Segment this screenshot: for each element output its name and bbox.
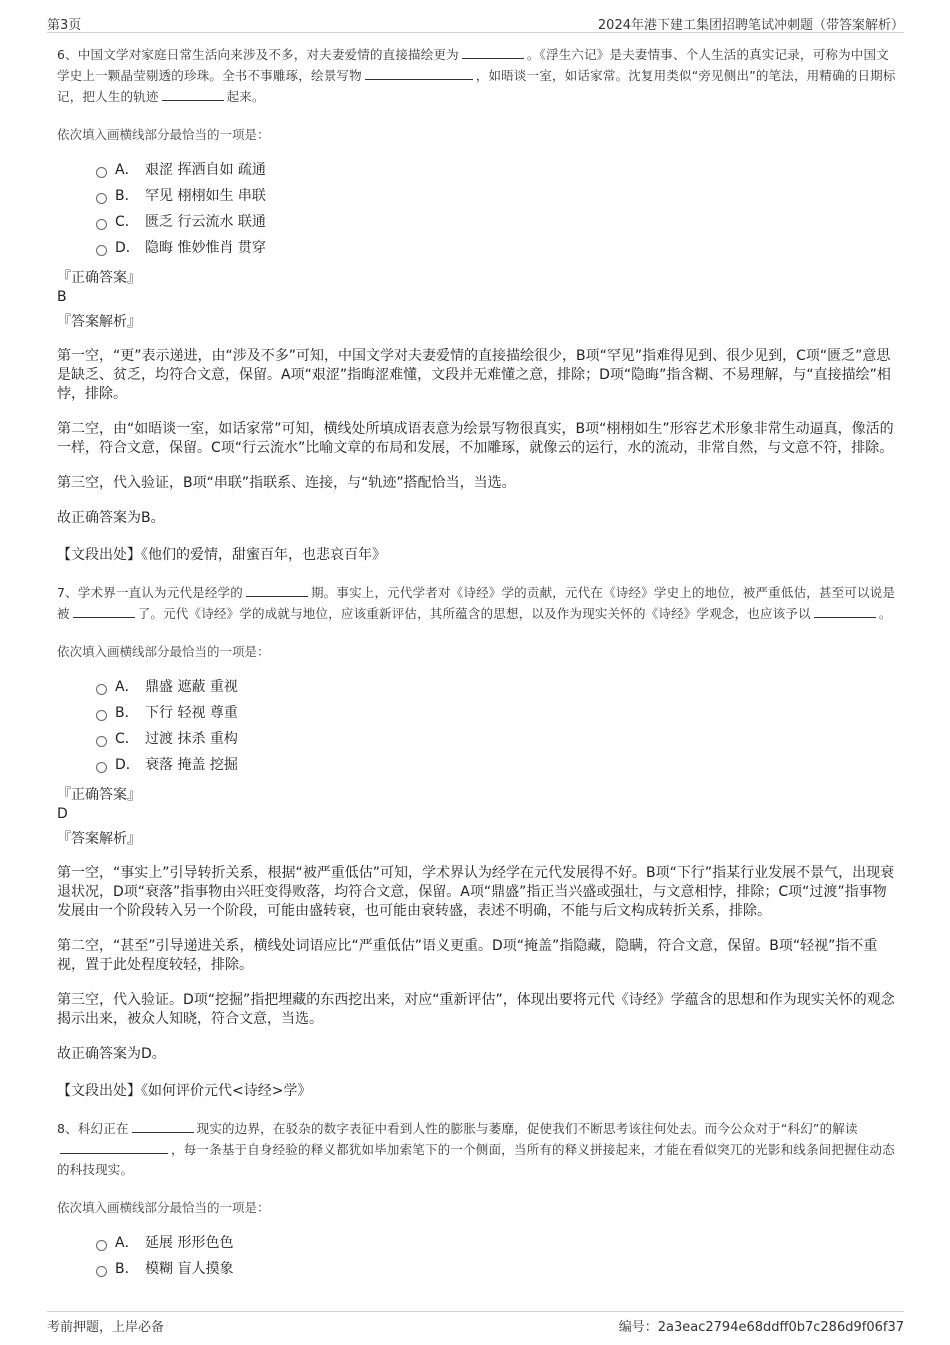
page-header — [47, 10, 904, 33]
question-7-text — [57, 582, 900, 624]
question-text-part: 。 — [878, 606, 892, 621]
document-title: 2024年港下建工集团招聘笔试冲刺题（带答案解析） — [597, 18, 904, 33]
option-letter: D． — [115, 240, 140, 256]
question-8-text — [57, 1118, 900, 1180]
footer-slogan: 考前押题，上岸必备 — [47, 1320, 165, 1335]
correct-answer: B — [57, 289, 67, 305]
radio-icon[interactable] — [96, 684, 107, 695]
fill-blank — [162, 86, 224, 101]
code-value: 2a3eac2794e68ddff0b7c286d9f06f37 — [657, 1320, 904, 1335]
option-text: 鼎盛 遮蔽 重视 — [145, 679, 238, 695]
passage-source: 【文段出处】《他们的爱情，甜蜜百年，也悲哀百年》 — [57, 547, 386, 563]
option-text: 隐晦 惟妙惟肖 贯穿 — [145, 240, 266, 256]
radio-icon[interactable] — [96, 736, 107, 747]
radio-icon[interactable] — [96, 1240, 107, 1251]
correct-answer: D — [57, 806, 68, 822]
option-text: 匮乏 行云流水 联通 — [145, 214, 266, 230]
analysis-paragraph: 故正确答案为B。 — [57, 510, 165, 526]
question-text-part: 7、学术界一直认为元代是经学的 — [57, 585, 243, 600]
question-text-part: 了。元代《诗经》学的成就与地位，应该重新评估，其所蕴含的思想，以及作为现实关怀的《诗经》学观念，也应该予以 — [137, 606, 811, 621]
analysis-label: 『答案解析』 — [57, 314, 141, 330]
option-b[interactable] — [96, 183, 900, 209]
option-text: 延展 形形色色 — [145, 1235, 234, 1251]
fill-blank — [132, 1118, 194, 1133]
analysis-paragraph: 第三空，代入验证。D项“挖掘”指把埋藏的东西挖出来，对应“重新评估”，体现出要将元代《诗经》学蕴含的思想和作为现实关怀的观念揭示出来，被众人知晓，符合文意，当选。 — [57, 992, 895, 1027]
fill-blank — [365, 65, 473, 80]
option-a[interactable] — [96, 1230, 900, 1256]
option-text: 过渡 抹杀 重构 — [145, 731, 238, 747]
question-6-text — [57, 44, 900, 107]
answer-label: 『正确答案』 — [57, 787, 141, 803]
option-letter: A． — [115, 1235, 139, 1251]
fill-blank — [462, 44, 524, 59]
option-a[interactable] — [96, 157, 900, 183]
question-text-part: 。《浮生六记》是夫妻情事、个人生活的真实记录，可称为中国文学史上一颗晶莹剔透的珍珠。全书不事雕琢，绘景写物 — [57, 47, 889, 83]
radio-icon[interactable] — [96, 167, 107, 178]
option-letter: C． — [115, 731, 139, 747]
option-letter: B． — [115, 705, 139, 721]
option-d[interactable] — [96, 235, 900, 261]
option-letter: A． — [115, 679, 139, 695]
analysis-paragraph: 第三空，代入验证，B项“串联”指联系、连接，与“轨迹”搭配恰当，当选。 — [57, 475, 516, 491]
page-number: 第3页 — [47, 18, 82, 33]
question-instruction: 依次填入画横线部分最恰当的一项是： — [57, 1200, 270, 1215]
question-text-part: 现实的边界，在驳杂的数字表征中看到人性的膨胀与萎靡，促使我们不断思考该往何处去。而今公众对于“科幻”的解读 — [196, 1121, 858, 1136]
option-text: 模糊 盲人摸象 — [145, 1261, 234, 1277]
answer-label: 『正确答案』 — [57, 270, 141, 286]
analysis-paragraph: 故正确答案为D。 — [57, 1046, 166, 1062]
radio-icon[interactable] — [96, 1266, 107, 1277]
option-text: 艰涩 挥洒自如 疏通 — [145, 162, 266, 178]
option-letter: B． — [115, 188, 139, 204]
option-text: 罕见 栩栩如生 串联 — [145, 188, 266, 204]
fill-blank — [60, 1139, 168, 1154]
option-text: 衰落 掩盖 挖掘 — [145, 757, 238, 773]
question-text-part: 期。事实上，元代学者对《诗经》学的贡献，元代在《诗经》学史上的地位，被严重低估，甚至可以说是被 — [57, 585, 896, 621]
question-instruction: 依次填入画横线部分最恰当的一项是： — [57, 644, 270, 659]
option-c[interactable] — [96, 726, 900, 752]
question-text-part: ，每一条基于自身经验的释义都犹如毕加索笔下的一个侧面，当所有的释义拼接起来，才能在看似突兀的光影和线条间把握住动态的科技现实。 — [57, 1142, 895, 1177]
question-text-part: 8、科幻正在 — [57, 1121, 129, 1136]
option-letter: D． — [115, 757, 140, 773]
document-code — [619, 1316, 904, 1335]
question-6-options — [96, 157, 900, 261]
radio-icon[interactable] — [96, 710, 107, 721]
analysis-paragraph: 第二空，“甚至”引导递进关系，横线处词语应比“严重低估”语义更重。D项“掩盖”指隐藏，隐瞒，符合文意，保留。B项“轻视”指不重视，置于此处程度较轻，排除。 — [57, 938, 878, 973]
radio-icon[interactable] — [96, 193, 107, 204]
fill-blank — [246, 582, 308, 597]
radio-icon[interactable] — [96, 762, 107, 773]
analysis-label: 『答案解析』 — [57, 831, 141, 847]
option-letter: B． — [115, 1261, 139, 1277]
radio-icon[interactable] — [96, 245, 107, 256]
analysis-paragraph: 第一空，“更”表示递进，由“涉及不多”可知，中国文学对夫妻爱情的直接描绘很少，B项“罕见”指难得见到、很少见到，C项“匮乏”意思是缺乏、贫乏，均符合文意，保留。A项“艰涩”指晦涩难懂，文段并无难懂之意，排除；D项“隐晦”指含糊、不易理解，与“直接描绘”相悖，排除。 — [57, 348, 891, 402]
option-b[interactable] — [96, 1256, 900, 1282]
option-d[interactable] — [96, 752, 900, 778]
option-letter: C． — [115, 214, 139, 230]
question-instruction: 依次填入画横线部分最恰当的一项是： — [57, 127, 270, 142]
fill-blank — [814, 603, 876, 618]
option-c[interactable] — [96, 209, 900, 235]
question-8-options — [96, 1230, 900, 1282]
analysis-paragraph: 第一空，“事实上”引导转折关系，根据“被严重低估”可知，学术界认为经学在元代发展得不好。B项“下行”指某行业发展不景气，出现衰退状况，D项“衰落”指事物由兴旺变得败落，均符合文意，保留。A项“鼎盛”指正当兴盛或强壮，与文意相悖，排除；C项“过渡”指事物发展由一个阶段转入另一个阶段，可能由盛转衰，也可能由衰转盛，表述不明确，不能与后文构成转折关系，排除。 — [57, 865, 895, 919]
question-text-part: ，如晤谈一室，如话家常。沈复用类似“旁见侧出”的笔法，用精确的日期标记，把人生的轨迹 — [57, 68, 896, 104]
passage-source: 【文段出处】《如何评价元代<诗经>学》 — [57, 1083, 312, 1099]
fill-blank — [73, 603, 135, 618]
code-label: 编号： — [618, 1320, 658, 1335]
option-text: 下行 轻视 尊重 — [145, 705, 238, 721]
analysis-paragraph: 第二空，由“如晤谈一室，如话家常”可知，横线处所填成语表意为绘景写物很真实，B项“栩栩如生”形容艺术形象非常生动逼真，像活的一样，符合文意，保留。C项“行云流水”比喻文章的布局和发展，不加雕琢，就像云的运行，水的流动，非常自然，与文意不符，排除。 — [57, 421, 894, 456]
radio-icon[interactable] — [96, 219, 107, 230]
option-b[interactable] — [96, 700, 900, 726]
question-text-part: 6、中国文学对家庭日常生活向来涉及不多，对夫妻爱情的直接描绘更为 — [57, 47, 459, 62]
question-text-part: 起来。 — [226, 89, 265, 104]
question-7-options — [96, 674, 900, 778]
option-a[interactable] — [96, 674, 900, 700]
document-body — [57, 44, 900, 1282]
page-footer — [47, 1311, 904, 1335]
option-letter: A． — [115, 162, 139, 178]
